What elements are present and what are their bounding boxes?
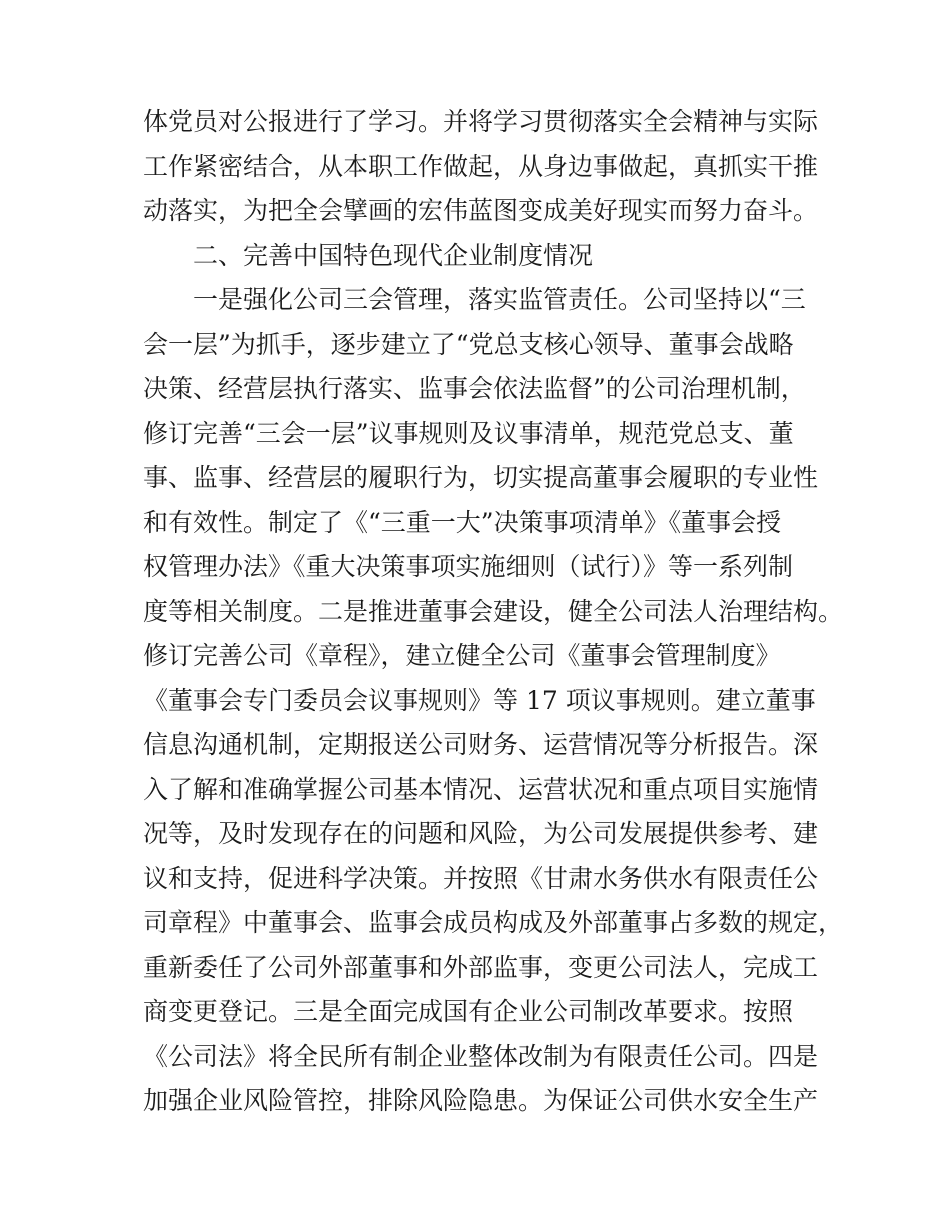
text-line: 《董事会专门委员会议事规则》等 17 项议事规则。建立董事 (143, 685, 816, 715)
text-line: 和有效性。制定了《“三重一大”决策事项清单》《董事会授 (143, 507, 782, 537)
text-line: 体党员对公报进行了学习。并将学习贯彻落实全会精神与实际 (143, 107, 819, 136)
text-line: 事、监事、经营层的履职行为，切实提高董事会履职的专业性 (143, 463, 819, 492)
text-line: 工作紧密结合，从本职工作做起，从身边事做起，真抓实干推 (143, 151, 819, 181)
text-line: 入了解和准确掌握公司基本情况、运营状况和重点项目实施情 (143, 774, 819, 804)
paragraph-start-line: 一是强化公司三会管理，落实监管责任。公司坚持以“三 (193, 285, 806, 314)
text-line: 修订完善“三会一层”议事规则及议事清单，规范党总支、董 (143, 418, 794, 448)
text-line: 《公司法》将全民所有制企业整体改制为有限责任公司。四是 (143, 1041, 819, 1071)
text-line: 加强企业风险管控，排除风险隐患。为保证公司供水安全生产 (143, 1086, 819, 1115)
section-heading: 二、完善中国特色现代企业制度情况 (193, 240, 594, 270)
text-line: 权管理办法》《重大决策事项实施细则（试行）》等一系列制 (143, 552, 794, 581)
text-line: 决策、经营层执行落实、监事会依法监督”的公司治理机制， (143, 374, 806, 403)
text-line: 司章程》中董事会、监事会成员构成及外部董事占多数的规定， (143, 908, 844, 937)
text-line: 议和支持，促进科学决策。并按照《甘肃水务供水有限责任公 (143, 863, 819, 893)
text-line: 商变更登记。三是全面完成国有企业公司制改革要求。按照 (143, 997, 794, 1026)
text-line: 信息沟通机制，定期报送公司财务、运营情况等分析报告。深 (143, 730, 819, 759)
text-line: 重新委任了公司外部董事和外部监事，变更公司法人，完成工 (143, 952, 819, 982)
body-text (143, 100, 844, 1124)
text-line: 修订完善公司《章程》，建立健全公司《董事会管理制度》 (143, 641, 781, 670)
text-line: 会一层”为抓手，逐步建立了“党总支核心领导、董事会战略 (143, 329, 794, 359)
text-line: 况等，及时发现存在的问题和风险，为公司发展提供参考、建 (143, 819, 819, 848)
text-line: 度等相关制度。二是推进董事会建设，健全公司法人治理结构。 (143, 596, 844, 626)
text-line: 动落实，为把全会擘画的宏伟蓝图变成美好现实而努力奋斗。 (143, 196, 819, 225)
